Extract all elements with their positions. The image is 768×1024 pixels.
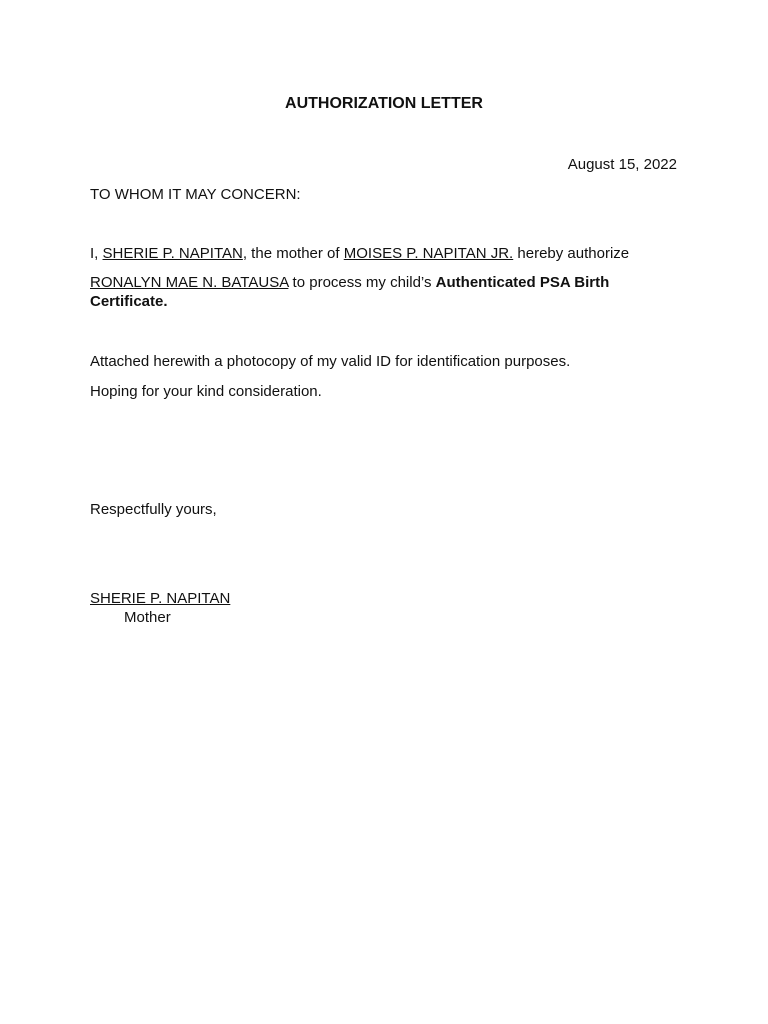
text-suffix: hereby authorize [513,245,630,262]
authorizer-name: SHERIE P. NAPITAN [102,245,243,262]
requested-document: Authenticated PSA Birth Certificate. [90,274,610,310]
letter-date: August 15, 2022 [567,156,677,173]
authorization-paragraph-line2 [90,273,640,311]
child-name: MOISES P. NAPITAN JR. [343,245,514,262]
salutation: TO WHOM IT MAY CONCERN: [90,186,301,203]
text-prefix: I, [90,245,103,262]
authorized-person-name: RONALYN MAE N. BATAUSA [90,274,289,291]
signature-name: SHERIE P. NAPITAN [90,590,231,607]
attachment-note: Attached herewith a photocopy of my valid ID for identification purposes. [90,353,571,370]
text-mid: , the mother of [242,245,344,262]
authorization-paragraph-line1 [90,244,640,263]
consideration-note: Hoping for your kind consideration. [90,383,322,400]
signature-role: Mother [124,609,171,626]
letter-title: AUTHORIZATION LETTER [285,95,483,112]
closing: Respectfully yours, [90,501,217,518]
text-continuation: to process my child’s [288,274,436,291]
